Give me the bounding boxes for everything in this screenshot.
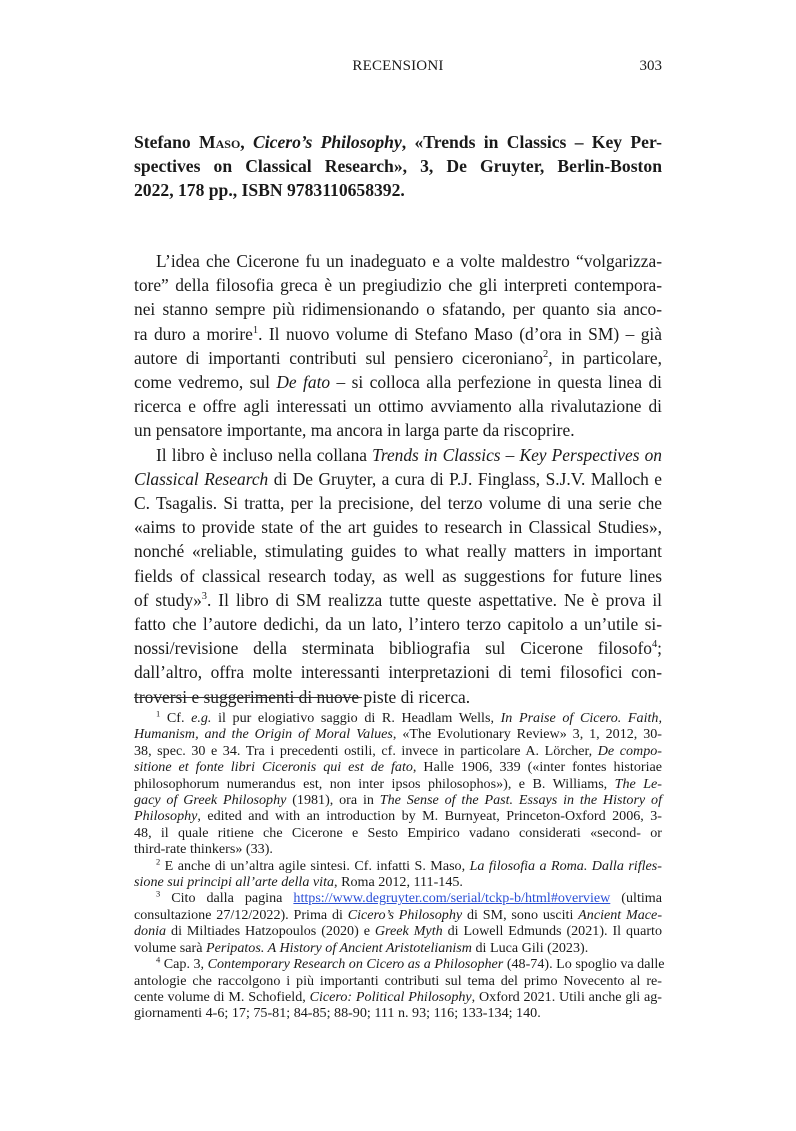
note-line <box>134 759 662 775</box>
note-line <box>134 726 662 742</box>
text-run: 38, spec. 30 e 34. Tra i precedenti ostili, cf. invece in particolare A. Lörcher, <box>134 742 598 759</box>
footnote-number: 1 <box>156 708 161 719</box>
text-line <box>134 588 662 612</box>
italic-run: Cicero’s Philosophy <box>347 906 463 923</box>
text-line: dall’altro, offra molte interessanti interpretazioni di temi filosofici con- <box>134 662 662 683</box>
footnote-separator <box>134 697 362 698</box>
citation-line-2: spectives on Classical Research», 3, De Gruyter, Berlin-Boston <box>134 156 662 176</box>
italic-run: gacy of Greek Philosophy <box>134 792 287 809</box>
separator: , <box>240 132 254 152</box>
text-run: di Lowell Edmunds (2021). Il quarto <box>442 923 662 940</box>
note-line <box>134 989 662 1005</box>
text-run: nossi/revisione della sterminata bibliografia sul Cicerone filosofo <box>134 638 652 659</box>
italic-run: The Le- <box>614 775 663 792</box>
italic-run: sione sui principi all’arte della vita <box>134 874 335 891</box>
text-run: di SM, sono usciti <box>462 906 579 923</box>
degruyter-series-link[interactable]: https://www.degruyter.com/serial/tckp-b/html#overview <box>293 890 611 907</box>
text-run: , edited and with an introduction by M. Burnyeat, Princeton-Oxford 2006, 3- <box>197 808 662 825</box>
italic-run: De compo- <box>597 742 662 759</box>
text-run: , in particolare, <box>548 347 662 368</box>
footnote-ref-2[interactable]: 2 <box>543 349 549 361</box>
text-run: Il libro è incluso nella collana <box>156 444 373 465</box>
text-run: autore di importanti contributi sul pensiero ciceroniano <box>134 347 543 368</box>
note-line: 48, il quale ritiene che Cicerone e Sesto Empirico vadano considerati «second- or <box>134 824 662 841</box>
text-run: il pur elogiativo saggio di R. Headlam Wells, <box>211 710 501 726</box>
text-line <box>134 636 662 660</box>
note-line <box>134 776 662 792</box>
text-run: . Il nuovo volume di Stefano Maso (d’ora in SM) – già <box>258 323 662 344</box>
italic-run: In Praise of Cicero. Faith, <box>500 710 662 726</box>
text-line: L’idea che Cicerone fu un inadeguato e a volte maldestro “volgarizza- <box>156 251 662 271</box>
text-run: come vedremo, sul <box>134 372 277 393</box>
italic-run: e.g. <box>191 710 212 726</box>
section-title: RECENSIONI <box>352 58 444 74</box>
italic-run: Humanism, and the Origin of Moral Values <box>134 726 393 743</box>
note-line <box>134 874 662 890</box>
footnote-number: 4 <box>156 954 161 965</box>
text-run: consultazione 27/12/2022). Prima di <box>134 906 348 923</box>
text-line: fatto che l’autore dedichi, da un lato, l’intero terzo capitolo a un’utile si- <box>134 614 662 635</box>
review-citation-heading <box>134 130 662 202</box>
text-run: . Il libro di SM realizza tutte queste aspettative. Ne è prova il <box>207 589 662 610</box>
text-run: E anche di un’altra agile sintesi. Cf. infatti S. Maso, <box>160 857 470 874</box>
note-line <box>134 792 662 808</box>
paragraph-1 <box>134 249 662 443</box>
note-line <box>134 855 662 874</box>
citation-line-1 <box>134 130 662 154</box>
text-line: C. Tsagalis. Si tratta, per la precisione, del terzo volume di una serie che <box>134 493 662 514</box>
text-run: Cf. <box>160 710 192 726</box>
text-run: (1981), ora in <box>286 792 380 809</box>
note-line: giornamenti 4-6; 17; 75-81; 84-85; 88-90; 111 n. 93; 116; 133-134; 140. <box>134 1005 541 1022</box>
book-title: Cicero’s Philosophy <box>253 132 402 152</box>
note-line <box>134 940 662 956</box>
italic-run: donia <box>134 923 167 940</box>
footnote-3 <box>134 890 662 956</box>
note-line <box>134 808 662 824</box>
text-line: nei stanno sempre più ridimensionando o sfatando, per quanto sia anco- <box>134 299 662 320</box>
running-head <box>134 58 662 78</box>
text-run: ra duro a morire <box>134 323 253 344</box>
italic-run: Greek Myth <box>374 923 443 940</box>
note-line <box>134 890 662 906</box>
note-line <box>134 743 662 759</box>
footnote-ref-4[interactable]: 4 <box>651 639 658 651</box>
text-line <box>134 467 662 491</box>
footnotes <box>134 708 665 1022</box>
text-run: ; <box>657 638 662 659</box>
footnote-2 <box>134 855 662 891</box>
footnote-ref-1[interactable]: 1 <box>252 324 259 336</box>
text-line <box>134 322 662 346</box>
text-line: un pensatore importante, ma ancora in larga parte da riscoprire. <box>134 420 575 441</box>
footnote-number: 2 <box>156 855 161 866</box>
series-info: , «Trends in Classics – Key Per- <box>401 132 662 152</box>
italic-run: sitione et fonte libri Ciceronis qui est de fato <box>134 759 413 776</box>
text-run: , Roma 2012, 111-145. <box>334 874 463 891</box>
footnote-1 <box>134 710 662 858</box>
text-run: , Halle 1906, 339 («inter fontes historiae <box>412 759 663 776</box>
text-line: «aims to provide state of the art guides to research in Classical Studies», <box>134 517 662 538</box>
text-line <box>134 346 662 370</box>
italic-run: Ancient Mace- <box>578 906 663 923</box>
text-line: nonché «reliable, stimulating guides to what really matters in important <box>134 541 662 562</box>
text-run: di Miltiades Hatzopoulos (2020) e <box>166 923 375 940</box>
text-line: ricerca e offre agli interessati un ottimo avviamento alla rivalutazione di <box>134 396 662 417</box>
text-line <box>134 370 662 394</box>
text-run: of study» <box>134 589 202 610</box>
text-run: (ultima <box>610 890 662 907</box>
italic-run: Cicero: Political Philosophy <box>309 988 472 1005</box>
italic-title: De fato <box>276 372 331 393</box>
note-line <box>134 907 662 923</box>
italic-run: Contemporary Research on Cicero as a Philosopher <box>207 956 504 973</box>
note-line: third-rate thinkers» (33). <box>134 841 273 858</box>
text-run: cente volume di M. Schofield, <box>134 988 310 1005</box>
text-run: volume sarà <box>134 939 207 956</box>
text-line: fields of classical research today, as well as suggestions for future lines <box>134 565 662 586</box>
text-line: troversi e suggerimenti di nuove piste di ricerca. <box>134 686 471 707</box>
italic-run: Peripatos. A History of Ancient Aristotelianism <box>206 939 472 956</box>
text-run: di De Gruyter, a cura di P.J. Finglass, S.J.V. Malloch e <box>268 468 662 489</box>
note-line <box>134 923 662 939</box>
review-body <box>134 249 662 709</box>
author-last-name: Maso <box>199 132 241 152</box>
italic-title: Trends in Classics – Key Perspectives on <box>372 444 663 465</box>
italic-run: La filosofia a Roma. Dalla rifles- <box>469 857 662 874</box>
author-first-name: Stefano <box>134 132 200 152</box>
text-run: Cap. 3, <box>160 956 208 973</box>
text-run: – si colloca alla perfezione in questa linea di <box>330 372 663 393</box>
page-number: 303 <box>639 58 662 74</box>
text-run: , «The Evolutionary Review» 3, 1, 2012, 30- <box>392 726 662 743</box>
text-line: tore” della filosofia greca è un pregiudizio che gli interpreti contempora- <box>134 275 662 296</box>
text-line <box>134 443 662 467</box>
footnote-number: 3 <box>156 888 161 899</box>
text-run: di Luca Gili (2023). <box>471 939 589 956</box>
footnote-4 <box>134 954 665 1022</box>
note-line: antologie che raccolgono i più importanti contributi sul tema del primo Novecento al re- <box>134 972 662 989</box>
note-line <box>134 710 662 726</box>
text-run: , Oxford 2021. Utili anche gli ag- <box>471 988 663 1005</box>
note-line <box>134 954 665 973</box>
paragraph-2 <box>134 443 662 709</box>
italic-run: Philosophy <box>134 808 198 825</box>
text-run: philosophorum numerandus est, non inter ipsos philosophos»), e B. Williams, <box>134 775 615 792</box>
italic-title: Classical Research <box>134 468 269 489</box>
italic-run: The Sense of the Past. Essays in the History of <box>379 792 662 809</box>
footnote-ref-3[interactable]: 3 <box>201 591 208 603</box>
text-run: Cito dalla pagina <box>160 890 294 907</box>
citation-line-3: 2022, 178 pp., ISBN 9783110658392. <box>134 180 405 200</box>
text-run: (48-74). Lo spoglio va dalle <box>503 956 665 973</box>
